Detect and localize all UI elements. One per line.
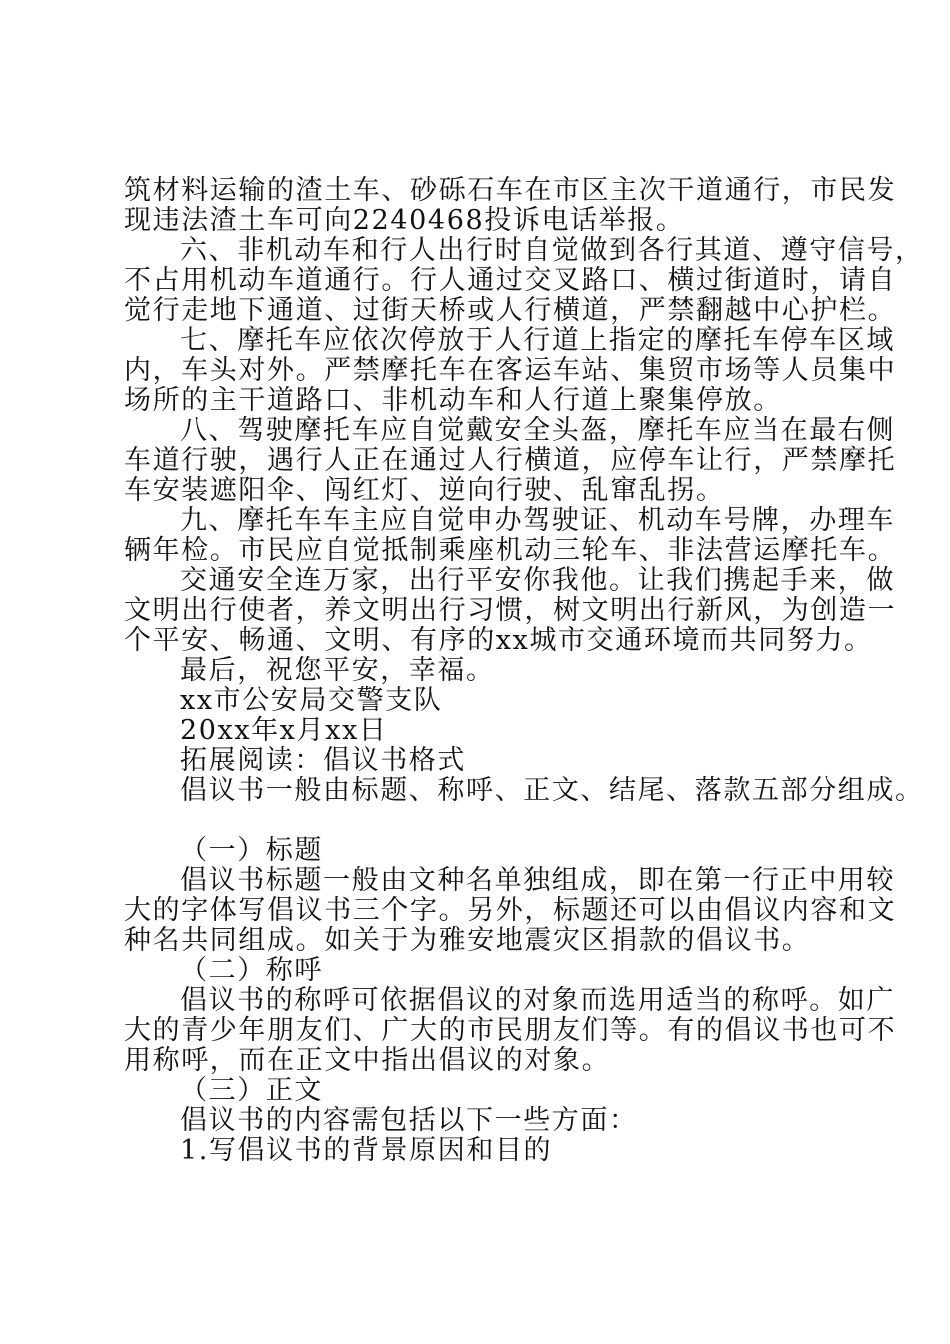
body-text-line: 辆年检。市民应自觉抵制乘座机动三轮车、非法营运摩托车。 [124,535,897,566]
body-text-line: 倡议书的内容需包括以下一些方面： [180,1105,638,1136]
body-text-line: 个平安、畅通、文明、有序的xx城市交通环境而共同努力。 [124,625,873,656]
numbered-item: 1.写倡议书的背景原因和目的 [180,1135,553,1166]
paragraph-eight: 八、驾驶摩托车应自觉戴安全头盔，摩托车应当在最右侧 [180,415,895,446]
paragraph-nine: 九、摩托车车主应自觉申办驾驶证、机动车号牌，办理车 [180,505,895,536]
section-heading-title: （一）标题 [180,835,323,866]
body-text-line: 大的青少年朋友们、广大的市民朋友们等。有的倡议书也可不 [124,1015,897,1046]
paragraph-seven: 七、摩托车应依次停放于人行道上指定的摩托车停车区域 [180,325,895,356]
body-text-line: 车道行驶，遇行人正在通过人行横道，应停车让行，严禁摩托 [124,445,897,476]
section-heading-salutation: （二）称呼 [180,955,323,986]
body-text-line: 觉行走地下通道、过街天桥或人行横道，严禁翻越中心护栏。 [124,295,897,326]
signature-org: xx市公安局交警支队 [180,685,443,716]
body-text-line: 文明出行使者，养文明出行习惯，树文明出行新风，为创造一 [124,595,897,626]
closing-paragraph: 交通安全连万家，出行平安你我他。让我们携起手来，做 [180,565,895,596]
body-text-line: 用称呼，而在正文中指出倡议的对象。 [124,1045,611,1076]
closing-wish: 最后，祝您平安，幸福。 [180,655,495,686]
body-text-line: 大的字体写倡议书三个字。另外，标题还可以由倡议内容和文 [124,895,897,926]
body-text-line: 场所的主干道路口、非机动车和人行道上聚集停放。 [124,385,782,416]
body-text-line: 车安装遮阳伞、闯红灯、逆向行驶、乱窜乱拐。 [124,475,725,506]
section-heading-body: （三）正文 [180,1075,323,1106]
body-text-line: 种名共同组成。如关于为雅安地震灾区捐款的倡议书。 [124,925,811,956]
format-intro: 倡议书一般由标题、称呼、正文、结尾、落款五部分组成。 [180,775,924,806]
body-text-line: 倡议书标题一般由文种名单独组成，即在第一行正中用较 [180,865,895,896]
body-text-line: 不占用机动车道通行。行人通过交叉路口、横过街道时，请自 [124,265,897,296]
extended-reading-heading: 拓展阅读：倡议书格式 [180,745,466,776]
signature-date: 20xx年x月xx日 [180,715,388,746]
body-text-line: 内，车头对外。严禁摩托车在客运车站、集贸市场等人员集中 [124,355,897,386]
body-text-line: 倡议书的称呼可依据倡议的对象而选用适当的称呼。如广 [180,985,895,1016]
paragraph-six: 六、非机动车和行人出行时自觉做到各行其道、遵守信号， [180,235,924,266]
body-text-line: 现违法渣土车可向2240468投诉电话举报。 [124,205,685,236]
body-text-line: 筑材料运输的渣土车、砂砾石车在市区主次干道通行，市民发 [124,175,897,206]
